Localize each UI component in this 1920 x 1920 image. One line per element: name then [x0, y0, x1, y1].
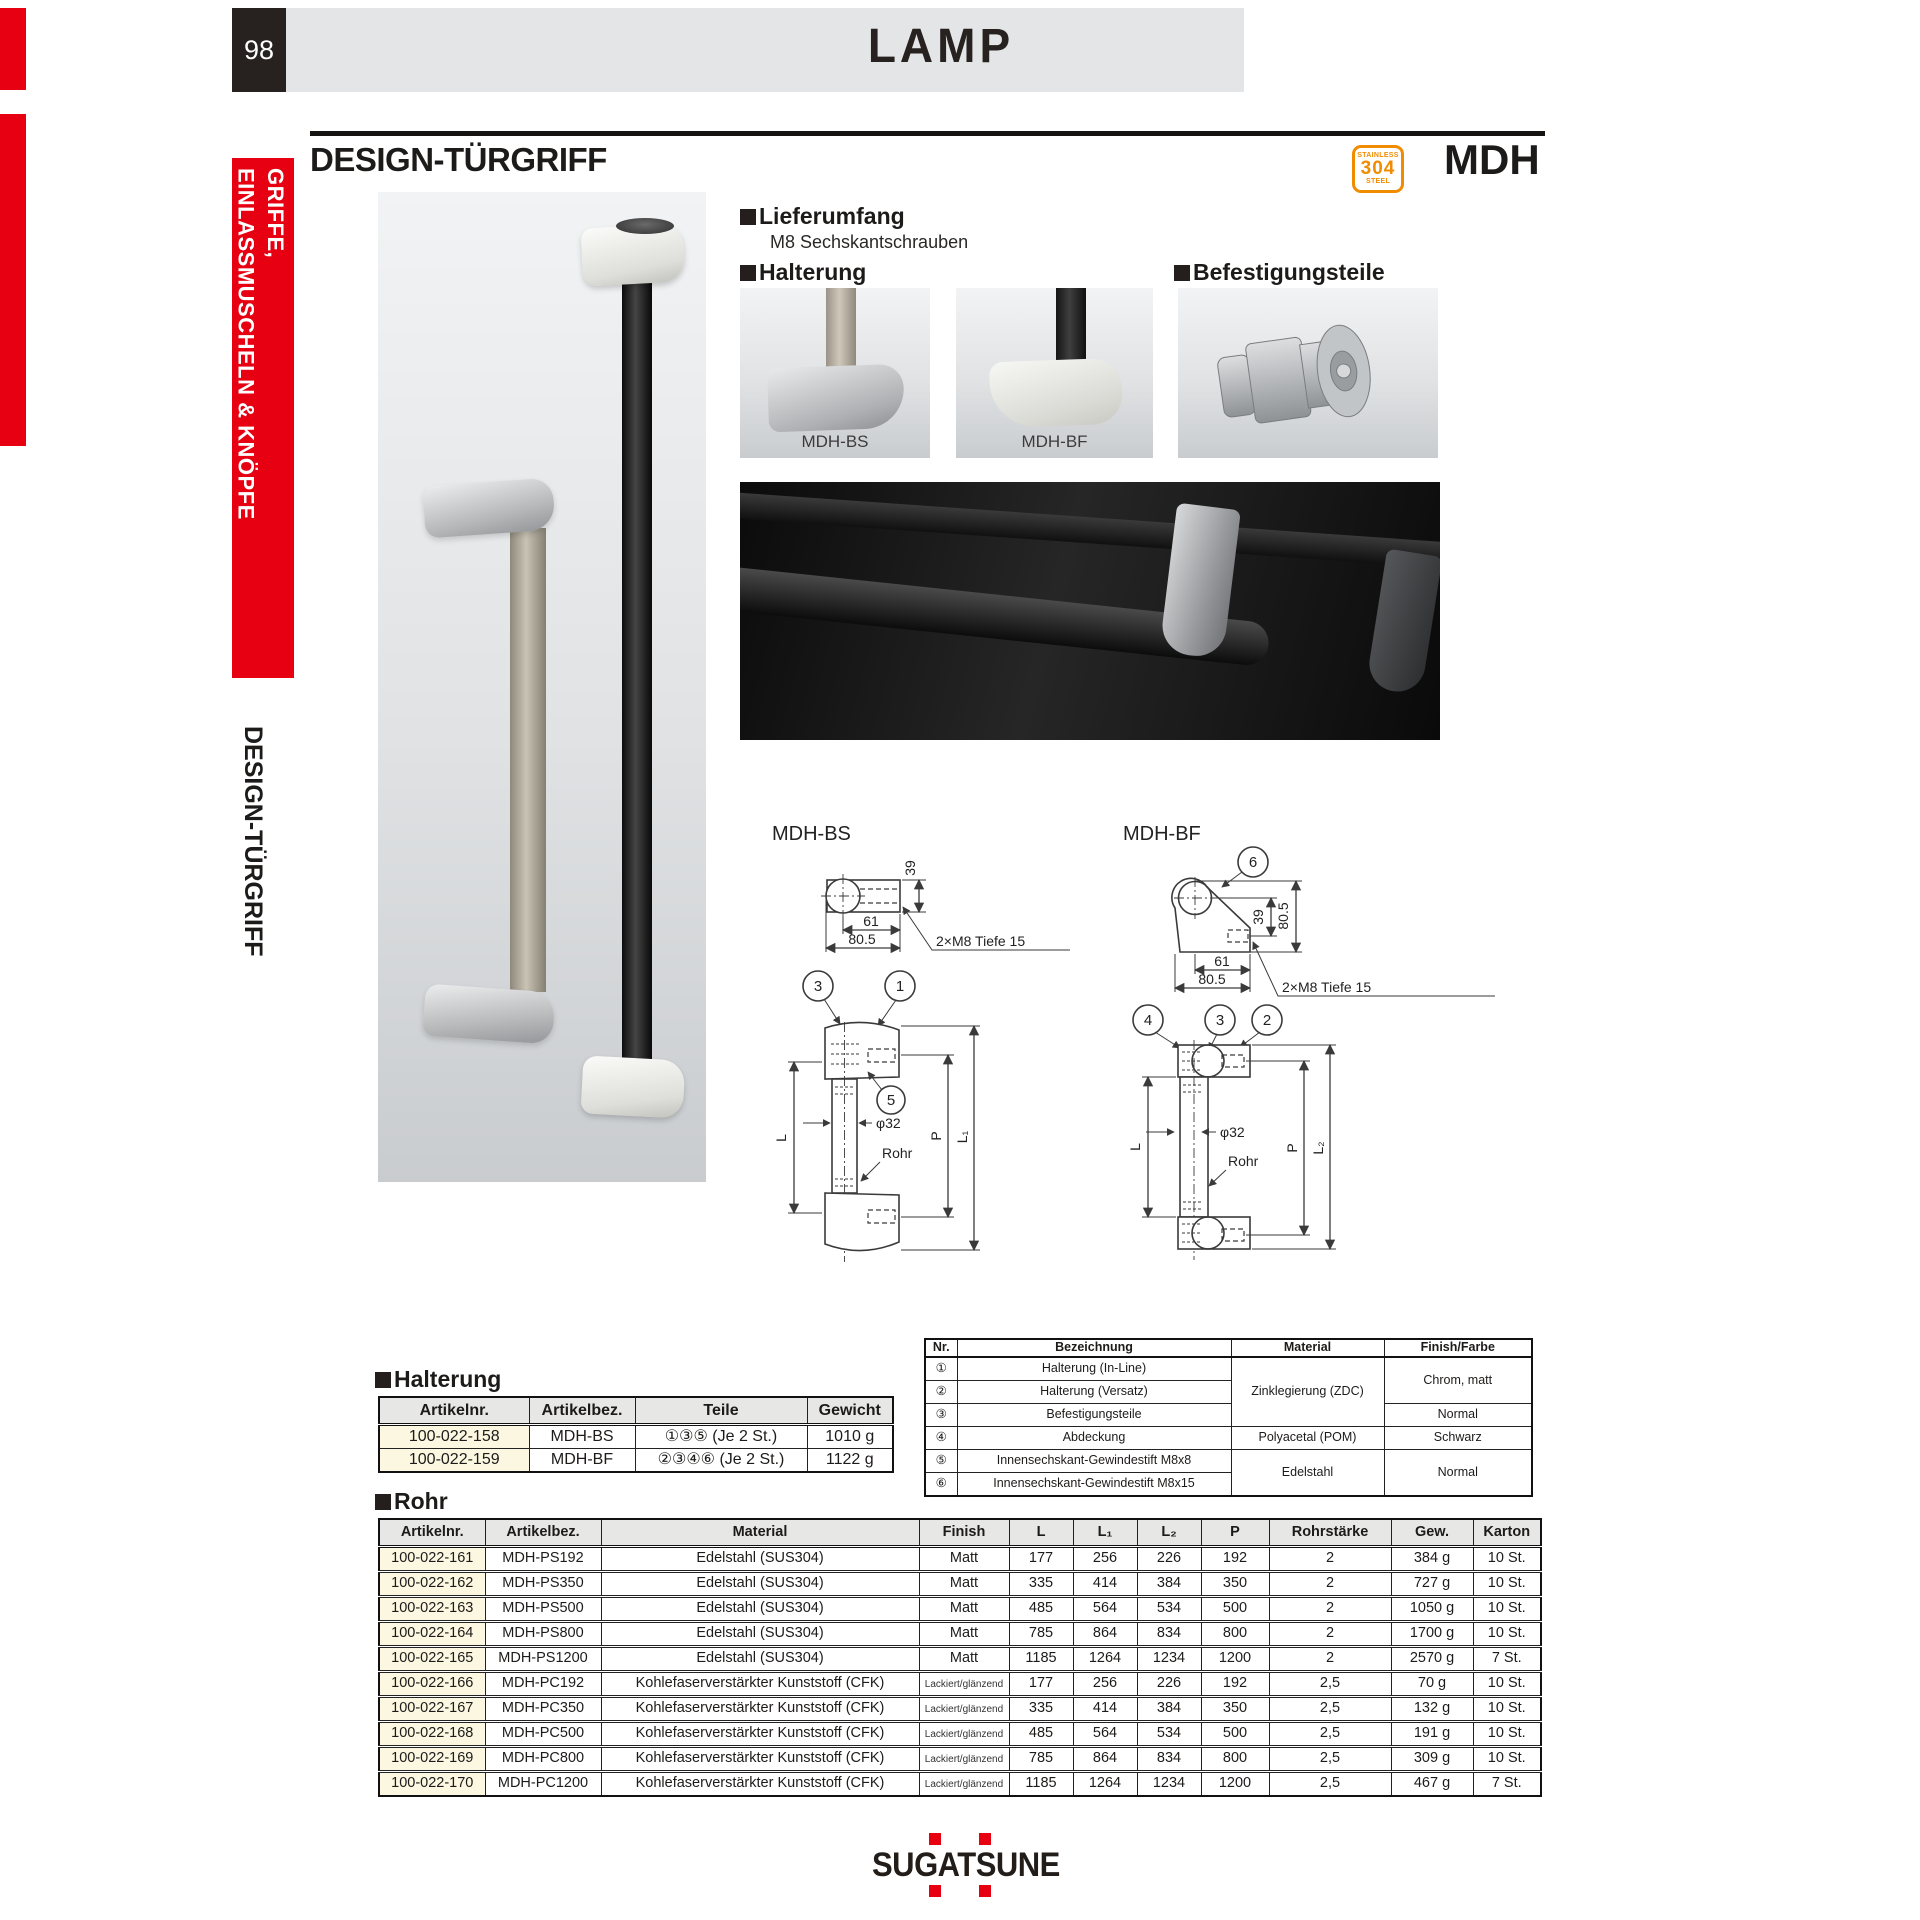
dim-label: L₁	[954, 1130, 970, 1144]
table-cell: Halterung (Versatz)	[957, 1381, 1231, 1404]
brand-bar	[286, 8, 1244, 92]
table-cell: MDH-PC350	[485, 1697, 601, 1722]
table-cell: Lackiert/glänzend	[919, 1672, 1009, 1697]
table-cell: MDH-BF	[529, 1449, 635, 1473]
callout-number: 1	[895, 978, 905, 995]
logo-dot-icon	[979, 1885, 991, 1897]
table-cell: 1185	[1009, 1647, 1073, 1672]
table-cell: Normal	[1384, 1404, 1532, 1427]
table-row	[925, 1450, 1532, 1473]
table-cell: 1234	[1137, 1772, 1201, 1797]
table-cell: 100-022-159	[379, 1449, 529, 1473]
table-cell: 2,5	[1269, 1747, 1391, 1772]
table-cell: 384 g	[1391, 1547, 1473, 1572]
table-cell: Lackiert/glänzend	[919, 1772, 1009, 1797]
table-cell: MDH-PC800	[485, 1747, 601, 1772]
table-cell: Normal	[1384, 1450, 1532, 1497]
handle-cap	[767, 364, 905, 433]
column-header: Karton	[1473, 1519, 1541, 1547]
column-header: Artikelbez.	[529, 1397, 635, 1425]
section-bullet-icon	[740, 209, 756, 225]
lieferumfang-text: M8 Sechskantschrauben	[770, 232, 969, 252]
table-cell: 1234	[1137, 1647, 1201, 1672]
table-cell: 177	[1009, 1672, 1073, 1697]
table-cell: Matt	[919, 1572, 1009, 1597]
logo-dot-icon	[929, 1885, 941, 1897]
stainless-304-badge	[1352, 145, 1404, 193]
table-cell: 2	[1269, 1572, 1391, 1597]
table-row	[379, 1772, 1541, 1797]
table-cell: Zinklegierung (ZDC)	[1231, 1357, 1384, 1427]
table-cell: 1010 g	[807, 1425, 893, 1449]
brand-logo: LAMP	[867, 17, 1015, 73]
table-cell: 834	[1137, 1622, 1201, 1647]
table-cell: 100-022-167	[379, 1697, 485, 1722]
callout-number: 3	[813, 978, 823, 995]
dim-label: φ32	[1220, 1124, 1245, 1140]
table-cell: Lackiert/glänzend	[919, 1747, 1009, 1772]
table-cell: ⑤	[925, 1450, 957, 1473]
table-cell: ①③⑤ (Je 2 St.)	[635, 1425, 807, 1449]
table-cell: 10 St.	[1473, 1547, 1541, 1572]
sidebar-category-tab	[232, 158, 294, 678]
tab-line: EINLASSMUSCHELN & KNÖPFE	[233, 168, 259, 520]
handle-cap	[989, 358, 1123, 429]
table-cell: 727 g	[1391, 1572, 1473, 1597]
badge-text: STAINLESS	[1357, 152, 1399, 159]
table-cell: Polyacetal (POM)	[1231, 1427, 1384, 1450]
table-cell: 2	[1269, 1647, 1391, 1672]
table-cell: 309 g	[1391, 1747, 1473, 1772]
table-cell: 785	[1009, 1622, 1073, 1647]
table-cell: 70 g	[1391, 1672, 1473, 1697]
table-cell: 100-022-166	[379, 1672, 485, 1697]
table-cell: 100-022-170	[379, 1772, 485, 1797]
section-bullet-icon	[375, 1372, 391, 1388]
table-cell: ④	[925, 1427, 957, 1450]
column-header: Artikelnr.	[379, 1519, 485, 1547]
table-cell: 864	[1073, 1622, 1137, 1647]
table-cell: Lackiert/glänzend	[919, 1697, 1009, 1722]
table-cell: 335	[1009, 1697, 1073, 1722]
table-cell: 414	[1073, 1572, 1137, 1597]
column-header: L	[1009, 1519, 1073, 1547]
table-cell: 1050 g	[1391, 1597, 1473, 1622]
section-halterung-table	[375, 1366, 501, 1393]
table-cell: Matt	[919, 1547, 1009, 1572]
table-cell: 10 St.	[1473, 1597, 1541, 1622]
dim-label: φ32	[876, 1115, 901, 1131]
table-cell: 335	[1009, 1572, 1073, 1597]
table-cell: Lackiert/glänzend	[919, 1722, 1009, 1747]
handle-cap	[422, 478, 555, 539]
table-cell: 226	[1137, 1672, 1201, 1697]
table-cell: 534	[1137, 1722, 1201, 1747]
column-header: Artikelnr.	[379, 1397, 529, 1425]
halterung-table	[378, 1396, 894, 1473]
table-cell: Edelstahl (SUS304)	[601, 1647, 919, 1672]
callout-number: 4	[1143, 1012, 1153, 1029]
section-title: Halterung	[394, 1366, 502, 1392]
table-cell: 100-022-162	[379, 1572, 485, 1597]
table-cell: Matt	[919, 1622, 1009, 1647]
table-cell: 2,5	[1269, 1722, 1391, 1747]
table-cell: 564	[1073, 1722, 1137, 1747]
column-header: Gew.	[1391, 1519, 1473, 1547]
table-cell: Innensechskant-Gewindestift M8x8	[957, 1450, 1231, 1473]
table-cell: 564	[1073, 1597, 1137, 1622]
table-cell: MDH-PC500	[485, 1722, 601, 1747]
thread-note: 2×M8 Tiefe 15	[1282, 979, 1372, 995]
section-title: Halterung	[759, 259, 867, 285]
dim-label: 80.5	[1198, 971, 1226, 987]
table-row	[379, 1647, 1541, 1672]
table-cell: 467 g	[1391, 1772, 1473, 1797]
table-cell: 1700 g	[1391, 1622, 1473, 1647]
section-bullet-icon	[375, 1494, 391, 1510]
table-cell: 10 St.	[1473, 1722, 1541, 1747]
table-row	[379, 1425, 893, 1449]
section-bullet-icon	[740, 265, 756, 281]
table-row	[925, 1357, 1532, 1381]
column-header: Gewicht	[807, 1397, 893, 1425]
halterung-photo-bf	[956, 288, 1153, 458]
badge-text: 304	[1360, 158, 1396, 179]
column-header: Bezeichnung	[957, 1339, 1231, 1357]
thread-note: 2×M8 Tiefe 15	[936, 933, 1026, 949]
table-cell: Kohlefaserverstärkter Kunststoff (CFK)	[601, 1697, 919, 1722]
table-cell: 2,5	[1269, 1697, 1391, 1722]
table-cell: MDH-PC1200	[485, 1772, 601, 1797]
table-cell: Halterung (In-Line)	[957, 1357, 1231, 1381]
product-code: MDH	[1444, 136, 1540, 183]
table-row	[379, 1747, 1541, 1772]
section-title: Lieferumfang	[759, 203, 905, 229]
table-cell: 1200	[1201, 1647, 1269, 1672]
fastener-illustration	[1178, 288, 1438, 458]
table-cell: 7 St.	[1473, 1772, 1541, 1797]
table-cell: 2	[1269, 1597, 1391, 1622]
table-cell: 1185	[1009, 1772, 1073, 1797]
technical-diagrams	[610, 800, 1550, 1340]
table-cell: 864	[1073, 1747, 1137, 1772]
table-cell: Edelstahl	[1231, 1450, 1384, 1497]
table-cell: 192	[1201, 1547, 1269, 1572]
table-cell: ①	[925, 1357, 957, 1381]
section-befestigungsteile	[1174, 259, 1385, 286]
table-cell: 785	[1009, 1747, 1073, 1772]
diagram-label: MDH-BF	[1123, 823, 1201, 845]
column-header: Material	[1231, 1339, 1384, 1357]
table-row	[379, 1672, 1541, 1697]
column-header: Nr.	[925, 1339, 957, 1357]
table-cell: 2,5	[1269, 1772, 1391, 1797]
table-cell: 256	[1073, 1547, 1137, 1572]
handle-tube	[510, 528, 546, 992]
table-row	[925, 1404, 1532, 1427]
table-cell: Abdeckung	[957, 1427, 1231, 1450]
section-rohr	[375, 1488, 448, 1515]
table-cell: Innensechskant-Gewindestift M8x15	[957, 1473, 1231, 1497]
table-cell: 384	[1137, 1697, 1201, 1722]
section-bullet-icon	[1174, 265, 1190, 281]
dim-label: L	[1127, 1143, 1143, 1151]
section-title: Rohr	[394, 1488, 448, 1514]
table-cell: MDH-PC192	[485, 1672, 601, 1697]
application-photo	[740, 482, 1440, 740]
table-cell: MDH-PS192	[485, 1547, 601, 1572]
parts-table	[924, 1338, 1533, 1497]
table-row	[379, 1449, 893, 1473]
dim-label: P	[928, 1131, 944, 1141]
table-cell: 10 St.	[1473, 1747, 1541, 1772]
table-cell: ②	[925, 1381, 957, 1404]
photo-caption: MDH-BF	[1021, 432, 1088, 451]
page-title: DESIGN-TÜRGRIFF	[310, 141, 607, 178]
table-cell: Chrom, matt	[1384, 1357, 1532, 1404]
table-cell: Edelstahl (SUS304)	[601, 1622, 919, 1647]
column-header: Teile	[635, 1397, 807, 1425]
rohr-label: Rohr	[1228, 1153, 1259, 1169]
table-cell: MDH-BS	[529, 1425, 635, 1449]
dim-label: 61	[863, 913, 879, 929]
table-cell: 350	[1201, 1572, 1269, 1597]
table-cell: 800	[1201, 1622, 1269, 1647]
table-cell: Edelstahl (SUS304)	[601, 1572, 919, 1597]
table-cell: 100-022-169	[379, 1747, 485, 1772]
table-cell: 10 St.	[1473, 1622, 1541, 1647]
table-cell: Schwarz	[1384, 1427, 1532, 1450]
befestigungsteile-photo	[1178, 288, 1438, 458]
column-header: Finish/Farbe	[1384, 1339, 1532, 1357]
section-title: Befestigungsteile	[1193, 259, 1385, 285]
table-cell: 834	[1137, 1747, 1201, 1772]
callout-number: 5	[886, 1092, 896, 1109]
table-row	[379, 1572, 1541, 1597]
diagram-mdh-bf	[1123, 823, 1495, 1260]
column-header: Artikelbez.	[485, 1519, 601, 1547]
table-cell: 10 St.	[1473, 1572, 1541, 1597]
table-cell: ③	[925, 1404, 957, 1427]
table-row	[379, 1597, 1541, 1622]
table-cell: 132 g	[1391, 1697, 1473, 1722]
table-cell: 500	[1201, 1597, 1269, 1622]
callout-number: 6	[1248, 854, 1258, 871]
table-cell: 226	[1137, 1547, 1201, 1572]
logo-dot-icon	[979, 1833, 991, 1845]
table-row	[379, 1697, 1541, 1722]
table-cell: 500	[1201, 1722, 1269, 1747]
table-cell: MDH-PS350	[485, 1572, 601, 1597]
halterung-photo-bs	[740, 288, 930, 458]
table-cell: Kohlefaserverstärkter Kunststoff (CFK)	[601, 1747, 919, 1772]
table-cell: 100-022-161	[379, 1547, 485, 1572]
column-header: P	[1201, 1519, 1269, 1547]
table-cell: 100-022-168	[379, 1722, 485, 1747]
badge-text: STEEL	[1365, 178, 1391, 185]
dim-label: 80.5	[848, 931, 876, 947]
table-cell: MDH-PS800	[485, 1622, 601, 1647]
bleed-mark	[0, 8, 26, 90]
rohr-table	[378, 1518, 1542, 1797]
table-cell: 177	[1009, 1547, 1073, 1572]
table-cell: 256	[1073, 1672, 1137, 1697]
column-header: L₁	[1073, 1519, 1137, 1547]
diagram-label: MDH-BS	[772, 823, 851, 845]
table-cell: ②③④⑥ (Je 2 St.)	[635, 1449, 807, 1473]
table-cell: Edelstahl (SUS304)	[601, 1597, 919, 1622]
dim-label: 39	[902, 860, 918, 876]
table-cell: 2	[1269, 1622, 1391, 1647]
title-rule	[310, 131, 1545, 136]
table-cell: 100-022-165	[379, 1647, 485, 1672]
logo-dots	[872, 1833, 1048, 1845]
table-row	[925, 1427, 1532, 1450]
table-cell: 7 St.	[1473, 1647, 1541, 1672]
table-cell: Kohlefaserverstärkter Kunststoff (CFK)	[601, 1772, 919, 1797]
photo-shape	[1365, 548, 1440, 695]
photo-caption: MDH-BS	[801, 432, 869, 451]
handle-cap	[422, 984, 555, 1045]
table-cell: Befestigungsteile	[957, 1404, 1231, 1427]
logo-dot-icon	[929, 1833, 941, 1845]
callout-number: 3	[1215, 1012, 1225, 1029]
tube-end-disc	[616, 218, 674, 234]
table-cell: 1264	[1073, 1772, 1137, 1797]
table-cell: Matt	[919, 1647, 1009, 1672]
table-cell: 384	[1137, 1572, 1201, 1597]
page-number: 98	[232, 8, 286, 92]
table-cell: 100-022-164	[379, 1622, 485, 1647]
dim-label: 61	[1214, 953, 1230, 969]
logo-text: SUGATSUNE	[872, 1844, 1060, 1885]
sidebar-section-label: DESIGN-TÜRGRIFF	[239, 726, 267, 957]
logo-dots	[872, 1885, 1048, 1897]
table-cell: 414	[1073, 1697, 1137, 1722]
table-cell: 2570 g	[1391, 1647, 1473, 1672]
table-cell: Kohlefaserverstärkter Kunststoff (CFK)	[601, 1722, 919, 1747]
table-cell: 1200	[1201, 1772, 1269, 1797]
table-cell: 100-022-158	[379, 1425, 529, 1449]
column-header: Rohrstärke	[1269, 1519, 1391, 1547]
table-cell: 534	[1137, 1597, 1201, 1622]
table-row	[379, 1622, 1541, 1647]
table-cell: 350	[1201, 1697, 1269, 1722]
column-header: Finish	[919, 1519, 1009, 1547]
dim-label: P	[1284, 1143, 1300, 1153]
callout-number: 2	[1262, 1012, 1272, 1029]
tab-line: GRIFFE,	[263, 168, 288, 259]
column-header: Material	[601, 1519, 919, 1547]
dim-label: L₂	[1310, 1141, 1326, 1155]
bleed-mark	[0, 114, 26, 446]
table-cell: MDH-PS500	[485, 1597, 601, 1622]
table-cell: 1264	[1073, 1647, 1137, 1672]
table-cell: 485	[1009, 1597, 1073, 1622]
table-row	[379, 1547, 1541, 1572]
table-cell: 485	[1009, 1722, 1073, 1747]
photo-shape	[740, 492, 1440, 571]
table-row	[379, 1722, 1541, 1747]
sugatsune-logo	[872, 1833, 1060, 1897]
table-cell: Kohlefaserverstärkter Kunststoff (CFK)	[601, 1672, 919, 1697]
table-cell: 10 St.	[1473, 1672, 1541, 1697]
column-header: L₂	[1137, 1519, 1201, 1547]
table-cell: 192	[1201, 1672, 1269, 1697]
diagram-mdh-bs	[772, 823, 1070, 1262]
table-cell: 191 g	[1391, 1722, 1473, 1747]
table-cell: 800	[1201, 1747, 1269, 1772]
table-cell: 10 St.	[1473, 1697, 1541, 1722]
table-cell: 100-022-163	[379, 1597, 485, 1622]
table-cell: Edelstahl (SUS304)	[601, 1547, 919, 1572]
dim-label: 80.5	[1275, 902, 1291, 930]
section-lieferumfang	[740, 203, 905, 230]
section-halterung	[740, 259, 866, 286]
dim-label: L	[773, 1134, 789, 1142]
table-cell: 1122 g	[807, 1449, 893, 1473]
dim-label: 39	[1250, 909, 1266, 925]
table-cell: 2,5	[1269, 1672, 1391, 1697]
table-cell: 2	[1269, 1547, 1391, 1572]
rohr-label: Rohr	[882, 1145, 913, 1161]
table-cell: Matt	[919, 1597, 1009, 1622]
table-cell: MDH-PS1200	[485, 1647, 601, 1672]
table-cell: ⑥	[925, 1473, 957, 1497]
